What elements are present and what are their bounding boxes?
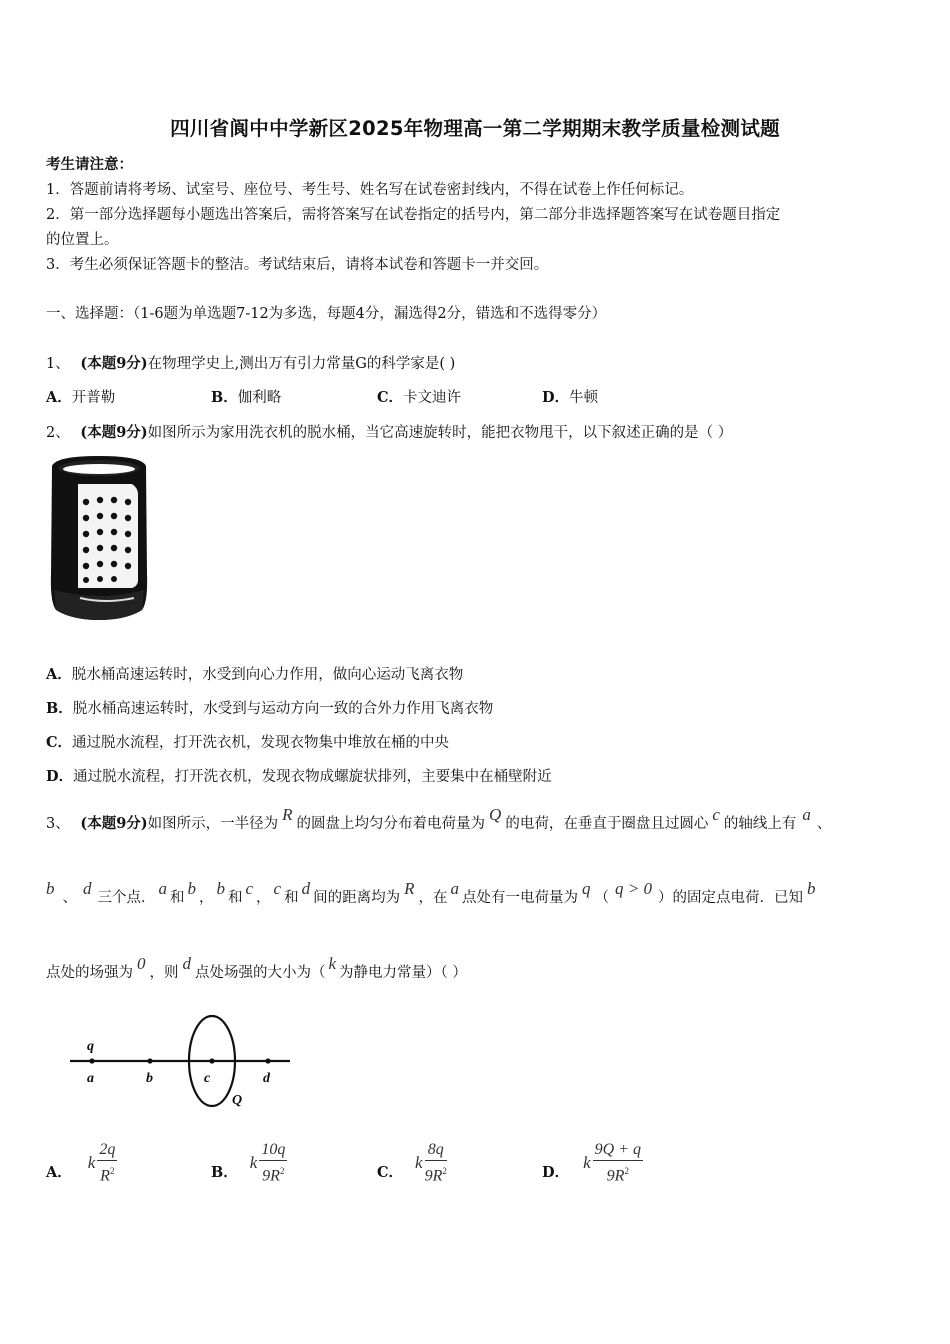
label-b: b bbox=[146, 1071, 153, 1086]
question-1-stem bbox=[46, 352, 455, 373]
spin-dryer-figure bbox=[46, 452, 152, 624]
question-text: 在物理学史上,测出万有引力常量G的科学家是( ) bbox=[147, 356, 456, 372]
question-1-option-d[interactable]: D．牛顿 bbox=[542, 389, 599, 406]
page-title: 四川省阆中中学新区2025年物理高一第二学期期末教学质量检测试题 bbox=[170, 117, 780, 140]
charged-disk-figure bbox=[66, 1010, 296, 1118]
point-d-dot bbox=[265, 1058, 270, 1063]
charged-disk-drawing bbox=[66, 1010, 296, 1118]
question-2-option-d[interactable]: D．通过脱水流程，打开洗衣机，发现衣物成螺旋状排列，主要集中在桶壁附近 bbox=[46, 768, 552, 785]
label-q: q bbox=[87, 1039, 94, 1054]
point-a-dot bbox=[89, 1058, 94, 1063]
point-b-dot bbox=[147, 1058, 152, 1063]
question-2-option-c[interactable]: C．通过脱水流程，打开洗衣机，发现衣物集中堆放在桶的中央 bbox=[46, 734, 450, 751]
notice-item-2-cont: 的位置上。 bbox=[46, 232, 119, 248]
notice-item-1: 1．答题前请将考场、试室号、座位号、考生号、姓名写在试卷密封线内，不得在试卷上作任何标记。 bbox=[46, 182, 694, 198]
question-3-stem-line-3: 点处的场强为 0 ，则 d 点处场强的大小为（ k 为静电力常量）（ ） bbox=[46, 954, 467, 981]
label-a: a bbox=[87, 1071, 94, 1086]
question-3-option-b[interactable]: B． k $\frac{10q}{9R^2}$ bbox=[211, 1141, 286, 1185]
question-3-option-d[interactable]: D． k $\frac{9Q + q}{9R^2}$ bbox=[542, 1141, 641, 1185]
label-Q: Q bbox=[232, 1093, 243, 1108]
question-3-stem-line-1: 3、 (本题9分)如图所示，一半径为 R 的圆盘上均匀分布着电荷量为 Q 的电荷，在垂直于圈盘且过圆心 c 的轴线上有 a 、 bbox=[46, 805, 832, 832]
spin-dryer-drum-drawing bbox=[46, 452, 152, 624]
question-3-option-c[interactable]: C． k $\frac{8q}{9R^2}$ bbox=[377, 1141, 447, 1185]
question-1-option-b[interactable]: B．伽利略 bbox=[211, 389, 282, 406]
question-2-option-a[interactable]: A．脱水桶高速运转时，水受到向心力作用，做向心运动飞离衣物 bbox=[46, 666, 464, 683]
notice-item-3: 3．考生必须保证答题卡的整洁。考试结束后，请将本试卷和答题卡一并交回。 bbox=[46, 257, 549, 273]
question-3-option-a[interactable]: A． k $\frac{2q}{R^2}$ bbox=[46, 1141, 116, 1185]
question-1-option-c[interactable]: C．卡文迪许 bbox=[377, 389, 462, 406]
question-points: (本题9分) bbox=[80, 355, 148, 372]
notice-heading: 考生请注意： bbox=[46, 156, 133, 173]
question-1-option-a[interactable]: A．开普勒 bbox=[46, 389, 116, 406]
label-c: c bbox=[204, 1071, 211, 1086]
question-2-option-b[interactable]: B．脱水桶高速运转时，水受到与运动方向一致的合外力作用飞离衣物 bbox=[46, 700, 494, 717]
question-2-stem: 2、 (本题9分)如图所示为家用洗衣机的脱水桶，当它高速旋转时，能把衣物甩干，以下叙述正确的是（ ） bbox=[46, 424, 733, 441]
section-heading: 一、选择题：（1-6题为单选题7-12为多选，每题4分，漏选得2分，错选和不选得零分） bbox=[46, 306, 607, 322]
question-number: 1、 bbox=[46, 356, 70, 372]
point-c-dot bbox=[209, 1058, 214, 1063]
notice-item-2: 2．第一部分选择题每小题选出答案后，需将答案写在试卷指定的括号内，第二部分非选择题答案写在试卷题目指定 bbox=[46, 207, 781, 223]
label-d: d bbox=[263, 1071, 270, 1086]
question-3-stem-line-2: b 、 d 三个点． a 和 b ， b 和 c ， c 和 d 间的距离均为 R ，在 a 点处有一电荷量为 q （ q > 0 ）的固定点电荷．已知 b bbox=[46, 879, 816, 906]
